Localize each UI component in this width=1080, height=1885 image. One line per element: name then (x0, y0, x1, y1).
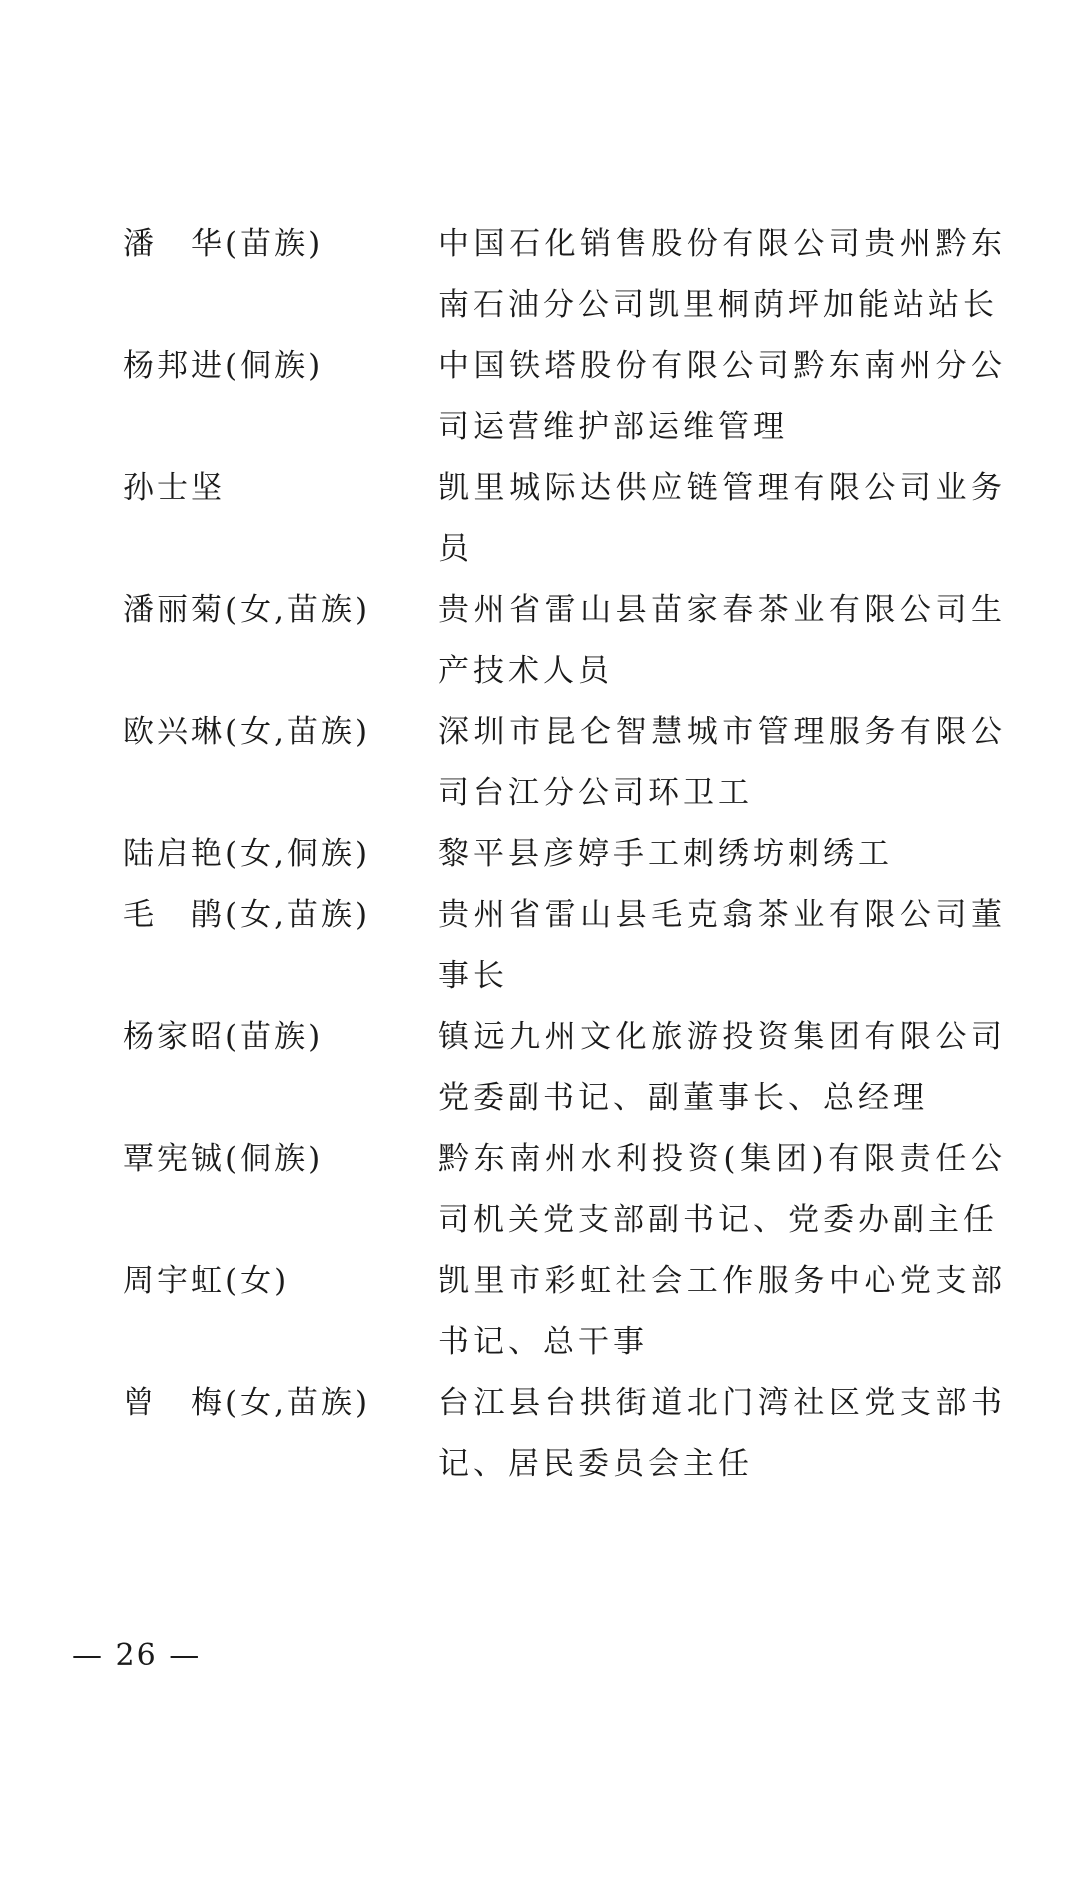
person-affiliation: 台江县台拱街道北门湾社区党支部书记、居民委员会主任 (438, 1385, 1006, 1482)
person-affiliation: 贵州省雷山县苗家春茶业有限公司生产技术人员 (438, 592, 1006, 689)
person-affiliation: 凯里城际达供应链管理有限公司业务员 (438, 470, 1006, 567)
honoree-list (123, 214, 1023, 1495)
list-item (123, 1251, 1023, 1373)
person-affiliation: 中国铁塔股份有限公司黔东南州分公司运营维护部运维管理 (438, 348, 1006, 445)
list-item (123, 885, 1023, 1007)
person-name: 杨邦进(侗族) (123, 348, 324, 384)
person-name: 潘 华(苗族) (123, 226, 324, 262)
list-item (123, 458, 1023, 580)
person-affiliation: 中国石化销售股份有限公司贵州黔东南石油分公司凯里桐荫坪加能站站长 (438, 226, 1006, 323)
list-item (123, 336, 1023, 458)
list-item (123, 1373, 1023, 1495)
person-name: 曾 梅(女,苗族) (123, 1385, 371, 1421)
person-name: 潘丽菊(女,苗族) (123, 592, 371, 628)
person-affiliation: 贵州省雷山县毛克翕茶业有限公司董事长 (438, 897, 1006, 994)
person-name: 杨家昭(苗族) (123, 1019, 324, 1055)
person-affiliation: 深圳市昆仑智慧城市管理服务有限公司台江分公司环卫工 (438, 714, 1006, 811)
list-item (123, 702, 1023, 824)
person-affiliation: 凯里市彩虹社会工作服务中心党支部书记、总干事 (438, 1263, 1006, 1360)
person-name: 毛 鹃(女,苗族) (123, 897, 371, 933)
person-name: 周宇虹(女) (123, 1263, 290, 1299)
person-affiliation: 镇远九州文化旅游投资集团有限公司党委副书记、副董事长、总经理 (438, 1019, 1006, 1116)
list-item (123, 1129, 1023, 1251)
list-item (123, 580, 1023, 702)
list-item (123, 824, 1023, 885)
page-number: — 26 — (72, 1638, 202, 1673)
person-name: 欧兴琳(女,苗族) (123, 714, 371, 750)
person-affiliation: 黔东南州水利投资(集团)有限责任公司机关党支部副书记、党委办副主任 (438, 1141, 1006, 1238)
person-name: 孙士坚 (123, 470, 225, 506)
person-name: 陆启艳(女,侗族) (123, 836, 371, 872)
list-item (123, 1007, 1023, 1129)
person-affiliation: 黎平县彦婷手工刺绣坊刺绣工 (438, 836, 893, 872)
person-name: 覃宪铖(侗族) (123, 1141, 324, 1177)
list-item (123, 214, 1023, 336)
